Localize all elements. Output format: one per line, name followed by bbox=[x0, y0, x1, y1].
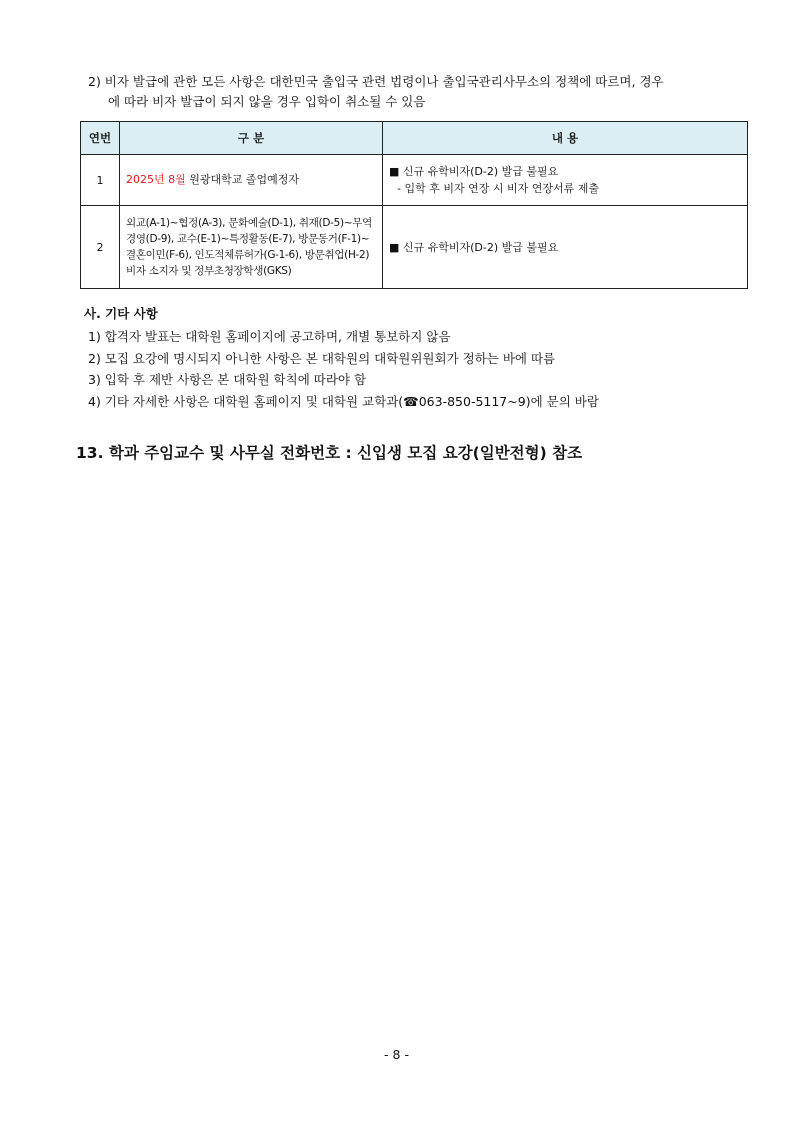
list-item: 3) 입학 후 제반 사항은 본 대학원 학칙에 따라야 함 bbox=[88, 372, 367, 387]
section-13-heading: 13. 학과 주임교수 및 사무실 전화번호 : 신입생 모집 요강(일반전형) 참조 bbox=[76, 444, 583, 462]
content-main: ■ 신규 유학비자(D-2) 발급 불필요 bbox=[389, 240, 559, 254]
visa-note-line2: 에 따라 비자 발급이 되지 않을 경우 입학이 취소될 수 있음 bbox=[108, 94, 426, 109]
list-item: 1) 합격자 발표는 대학원 홈페이지에 공고하며, 개별 통보하지 않음 bbox=[88, 329, 451, 344]
header-content: 내 용 bbox=[383, 122, 748, 155]
visa-table bbox=[80, 121, 748, 289]
row-content bbox=[383, 155, 748, 206]
content-main: ■ 신규 유학비자(D-2) 발급 불필요 bbox=[389, 165, 559, 178]
table-row bbox=[81, 206, 748, 289]
row-category bbox=[120, 155, 383, 206]
row-content bbox=[383, 206, 748, 289]
visa-note bbox=[88, 72, 728, 112]
header-no: 연번 bbox=[81, 122, 120, 155]
content-sub: - 입학 후 비자 연장 시 비자 연장서류 제출 bbox=[397, 182, 599, 195]
etc-list bbox=[88, 326, 599, 412]
category-text: 원광대학교 졸업예정자 bbox=[185, 173, 300, 186]
header-category: 구 분 bbox=[120, 122, 383, 155]
section-title-etc: 사. 기타 사항 bbox=[84, 306, 158, 321]
list-item: 4) 기타 자세한 사항은 대학원 홈페이지 및 대학원 교학과(☎063-850-5117~9)에 문의 바람 bbox=[88, 393, 599, 409]
visa-note-line1: 2) 비자 발급에 관한 모든 사항은 대한민국 출입국 관련 법령이나 출입국관리사무소의 정책에 따르며, 경우 bbox=[88, 74, 664, 89]
table-row bbox=[81, 155, 748, 206]
row-number: 1 bbox=[81, 155, 120, 206]
row-category: 외교(A-1)~협정(A-3), 문화예술(D-1), 취재(D-5)~무역경영(D-9), 교수(E-1)~특정활동(E-7), 방문동거(F-1)~결혼이민(F-6), 인도적체류허가(G-1-6), 방문취업(H-2) 비자 소지자 및 정부초청장학생(GKS) bbox=[120, 206, 383, 289]
row-number: 2 bbox=[81, 206, 120, 289]
page-number: - 8 - bbox=[384, 1047, 409, 1062]
graduation-date-highlight: 2025년 8월 bbox=[126, 173, 186, 186]
table-header-row bbox=[81, 122, 748, 155]
list-item: 2) 모집 요강에 명시되지 아니한 사항은 본 대학원의 대학원위원회가 정하는 바에 따름 bbox=[88, 350, 556, 366]
